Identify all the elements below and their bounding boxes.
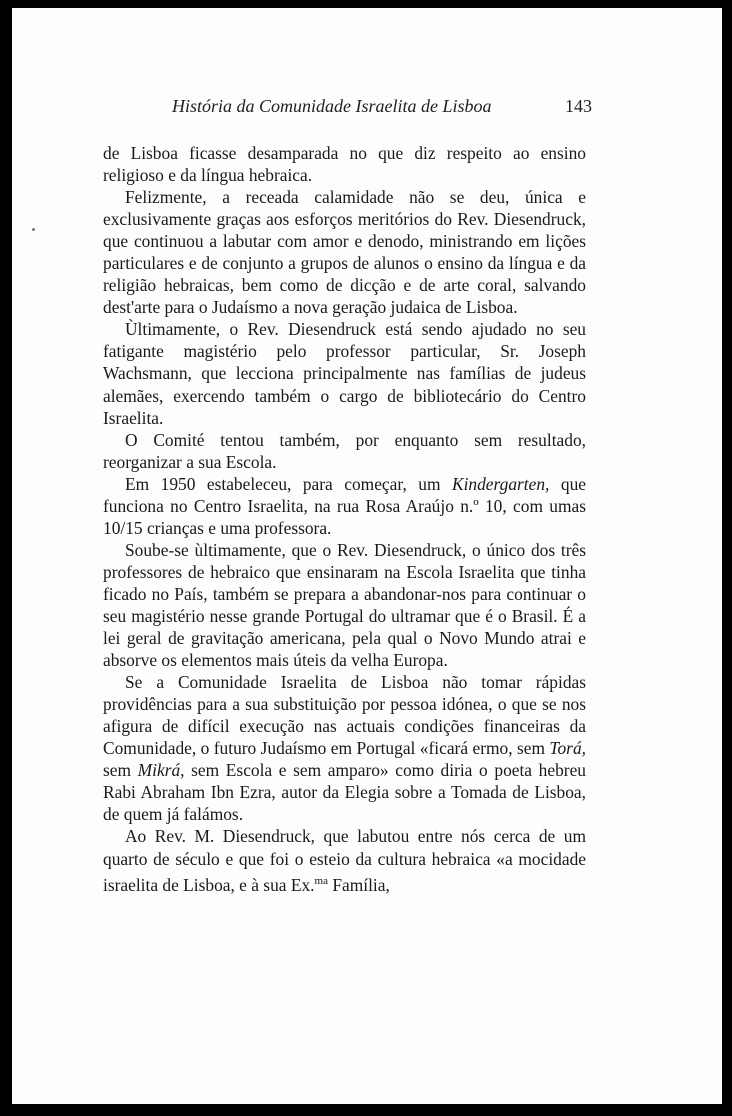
paragraph-1: de Lisboa ficasse desamparada no que diz respeito ao ensino religioso e da língua hebraica.: [103, 143, 586, 186]
page-number: 143: [565, 96, 592, 116]
paragraph-8: Ao Rev. M. Diesendruck, que labutou entre nós cerca de um quarto de século e que foi o esteio da cultura hebraica «a mocidade israelita de Lisboa, e à sua Ex.$^{ma}$ Família,: [103, 826, 586, 895]
italic-term: Torá,: [549, 738, 586, 759]
book-page: [12, 8, 722, 1104]
paragraph-3: Ùltimamente, o Rev. Diesendruck está sendo ajudado no seu fatigante magistério pelo professor particular, Sr. Joseph Wachsmann, que lecciona principalmente nas famílias de judeus alemães, exercendo também o cargo de bibliotecário do Centro Israelita.: [103, 319, 586, 428]
paragraph-7: Se a Comunidade Israelita de Lisboa não tomar rápidas providências para a sua substituição por pessoa idónea, o que se nos afigura de difícil execução nas actuais condições financeiras da Comunidade, o futuro Judaísmo em Portugal «ficará ermo, sem Torá, sem Mikrá, sem Escola e sem amparo» como diria o poeta hebreu Rabi Abraham Ibn Ezra, autor da Elegia sobre a Tomada de Lisboa, de quem já falámos.: [103, 672, 586, 825]
paragraph-2: Felizmente, a receada calamidade não se deu, única e exclusivamente graças aos esforços meritórios do Rev. Diesendruck, que continuou a labutar com amor e denodo, ministrando em lições particulares e de conjunto a grupos de alunos o ensino da língua e da religião hebraicas, bem como de dicção e de arte coral, salvando dest'arte para o Judaísmo a nova geração judaica de Lisboa.: [103, 187, 586, 318]
italic-term: Kindergarten,: [451, 473, 550, 494]
body-text: [103, 142, 586, 895]
paragraph-6: Soube-se ùltimamente, que o Rev. Diesendruck, o único dos três professores de hebraico que ensinaram na Escola Israelita que tinha ficado no País, também se prepara a abandonar-nos para continuar o seu magistério nesse grande Portugal do ultramar que é o Brasil. É a lei geral de gravitação americana, pela qual o Novo Mundo atrai e absorve os elementos mais úteis da velha Europa.: [103, 539, 586, 671]
dust-speck: [32, 228, 35, 231]
running-title: História da Comunidade Israelita de Lisboa: [172, 96, 492, 116]
paragraph-4: O Comité tentou também, por enquanto sem resultado, reorganizar a sua Escola.: [103, 429, 586, 472]
superscript: ma: [314, 874, 328, 887]
paragraph-5: Em 1950 estabeleceu, para começar, um Kindergarten, que funciona no Centro Israelita, na rua Rosa Araújo n.º 10, com umas 10/15 crianças e uma professora.: [103, 473, 586, 538]
running-header: [172, 96, 592, 122]
italic-term: Mikrá,: [137, 760, 185, 781]
